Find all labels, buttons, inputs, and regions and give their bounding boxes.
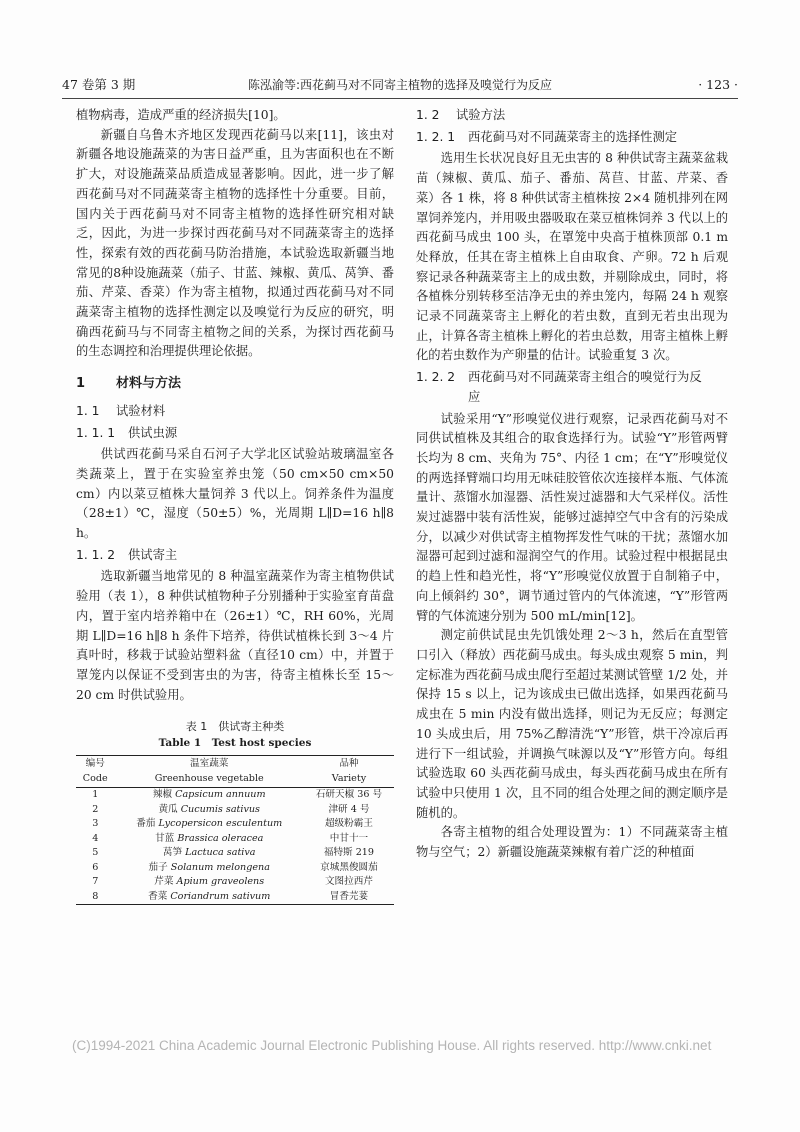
cell-vegetable: 茄子 Solanum melongena [148,861,270,873]
section-heading-1-1-1: 1. 1. 1 供试虫源 [76,425,178,440]
cell-code: 8 [92,890,99,902]
volume-issue: 47 卷第 3 期 [62,77,136,92]
copyright-footer: (C)1994-2021 China Academic Journal Electronic Publishing House. All rights reserved. http://www.cnki.net [72,1038,712,1053]
table-row [76,788,394,803]
section-heading-1: 1 材料与方法 [76,376,182,392]
paragraph: 各寄主植物的组合处理设置为：1）不同蔬菜寄主植物与空气；2）新疆设施蔬菜辣椒有着广泛的种植面 [416,825,728,860]
col-vegetable: 温室蔬菜 Greenhouse vegetable [154,758,264,784]
table-row [76,861,394,876]
cell-vegetable: 辣椒 Capsicum annuum [152,789,266,801]
cell-variety: 超级粉霸王 [324,818,373,830]
right-column [416,106,728,863]
cell-vegetable: 莴笋 Lactuca sativa [162,847,256,859]
paragraph: 选取新疆当地常见的 8 种温室蔬菜作为寄主植物供试验用（表 1），8 种供试植物种子分别播种于实验室育苗盘内，置于室内培养箱中在（26±1）℃，RH 60%，光周期 L∥D=16 h∥8 h 条件下培养，待供试植株长到 3～4 片真叶时，移栽于试验站塑料盆（直径10 cm）中，并置于罩笼内以保证不受到害虫的为害，待寄主植株长至 15～20 cm 时供试验用。 [76,569,394,702]
table-row [76,803,394,818]
table-caption-zh: 表 1 供试寄主种类 [185,720,285,734]
cell-variety: 冒香芫荽 [329,890,369,902]
cell-variety: 石研天椒 36 号 [315,789,383,801]
table-caption-en: Table 1 Test host species [158,737,312,750]
paragraph: 测定前供试昆虫先饥饿处理 2～3 h，然后在直型管口引入（释放）西花蓟马成虫。每头成虫观察 5 min，判定标准为西花蓟马成虫爬行至超过某测试管壁 1/2 处，并保持 15 s 以上，记为该成虫已做出选择，如果西花蓟马成虫在 5 min 内没有做出选择，则记为无反应；每测定 10 头成虫后，用 75%乙醇清洗“Y”形管，烘干冷凉后再进行下一组试验，并调换气味源以及“Y”形管方向。每组试验选取 60 头西花蓟马成虫，每头西花蓟马成虫在所有试验中只使用 1 次，且不同的组合处理之间的测定顺序是随机的。 [416,628,728,820]
cell-variety: 中甘十一 [329,832,369,844]
cell-code: 4 [92,832,99,844]
cell-variety: 福特斯 219 [323,847,375,859]
paragraph: 新疆自乌鲁木齐地区发现西花蓟马以来[11]，该虫对新疆各地设施蔬菜的为害日益严重，且为害面积也在不断扩大，对设施蔬菜品质造成显著影响。因此，进一步了解西花蓟马对不同蔬菜寄主植物的选择性十分重要。目前，国内关于西花蓟马对不同寄主植物的选择性研究相对缺乏，因此，为进一步探讨西花蓟马对不同蔬菜寄主的选择性，探索有效的西花蓟马防治措施，本试验选取新疆当地常见的8种设施蔬菜（茄子、甘蓝、辣椒、黄瓜、莴笋、番茄、芹菜、香菜）作为寄主植物，拟通过西花蓟马对不同蔬菜寄主植物的选择性测定以及嗅觉行为反应的研究，明确西花蓟马与不同寄主植物之间的关系，为探讨西花蓟马的生态调控和治理提供理论依据。 [76,127,394,359]
paragraph: 试验采用“Y”形嗅觉仪进行观察，记录西花蓟马对不同供试植株及其组合的取食选择行为。试验“Y”形管两臂长均为 8 cm、夹角为 75°、内径 1 cm；在“Y”形嗅觉仪的两选择臂端口均用无味硅胶管依次连接样本瓶、气体流量计、蒸馏水加湿器、活性炭过滤器和大气采样仪。活性炭过滤器中装有活性炭，能够过滤掉空气中含有的污染成分，以减少对供试寄主植物挥发性气味的干扰；蒸馏水加湿器可起到过滤和湿润空气的作用。试验过程中根据昆虫的趋上性和趋光性，将“Y”形嗅觉仪放置于自制箱子中，向上倾斜约 30°，调节通过管内的气体流速，“Y”形管两臂的气体流速分别为 500 mL/min[12]。 [416,411,728,623]
col-code: 编号 Code [82,758,108,784]
host-species-table [76,755,394,905]
cell-vegetable: 芹菜 Apium graveolens [154,876,265,888]
running-header [62,74,738,94]
table-row [76,890,394,905]
cell-variety: 文图拉西芹 [324,876,373,888]
cell-code: 7 [92,876,99,888]
left-column [76,106,394,905]
table-row [76,832,394,847]
cell-vegetable: 番茄 Lycopersicon esculentum [136,818,283,830]
cell-code: 2 [92,803,99,815]
table-row [76,817,394,832]
table-row [76,875,394,890]
paragraph: 植物病毒，造成严重的经济损失[10]。 [76,108,286,122]
section-heading-1-2: 1. 2 试验方法 [416,108,506,122]
cell-code: 6 [92,861,99,873]
cell-vegetable: 香菜 Coriandrum sativum [148,890,271,902]
header-rule [62,98,738,99]
section-heading-1-2-1: 1. 2. 1 西花蓟马对不同蔬菜寄主的选择性测定 [416,129,678,144]
cell-variety: 津研 4 号 [328,803,370,815]
cell-vegetable: 黄瓜 Cucumis sativus [158,803,260,815]
running-title: 陈泓渝等:西花蓟马对不同寄主植物的选择及嗅觉行为反应 [247,77,553,92]
table-caption [76,719,394,751]
col-variety: 品种 Variety [331,758,367,784]
cell-code: 1 [92,789,99,801]
section-heading-1-1: 1. 1 试验材料 [76,403,166,418]
cell-code: 5 [92,847,99,859]
section-heading-1-2-2: 1. 2. 2 西花蓟马对不同蔬菜寄主组合的嗅觉行为反应 [416,370,702,404]
page-number: · 123 · [698,76,738,92]
section-heading-1-1-2: 1. 1. 2 供试寄主 [76,547,178,562]
paragraph: 选用生长状况良好且无虫害的 8 种供试寄主蔬菜盆栽苗（辣椒、黄瓜、茄子、番茄、莴苣、甘蓝、芹菜、香菜）各 1 株，将 8 种供试寄主植株按 2×4 随机排列在网罩饲养笼内，并用吸虫器吸取在菜豆植株饲养 3 代以上的西花蓟马成虫 100 头，在罩笼中央高于植株顶部 0.1 m 处释放，任其在寄主植株上自由取食、产卵。72 h 后观察记录各种蔬菜寄主上的成虫数，并剔除成虫，同时，将各植株分别转移至洁净无虫的养虫笼内，每隔 24 h 观察记录不同蔬菜寄主上孵化的若虫数，直到无若虫出现为止，计算各寄主植株上孵化的若虫总数，用寄主植株上孵化的若虫数作为产卵量的估计。试验重复 3 次。 [416,151,728,363]
paragraph: 供试西花蓟马采自石河子大学北区试验站玻璃温室各类蔬菜上，置于在实验室养虫笼（50 cm×50 cm×50 cm）内以菜豆植株大量饲养 3 代以上。饲养条件为温度（28±1）℃，湿度（50±5）%，光周期 L∥D=16 h∥8 h。 [76,447,394,541]
cell-vegetable: 甘蓝 Brassica oleracea [155,832,264,844]
cell-code: 3 [92,818,99,830]
table-row [76,846,394,861]
cell-variety: 京城黑俊圆茄 [320,861,378,873]
